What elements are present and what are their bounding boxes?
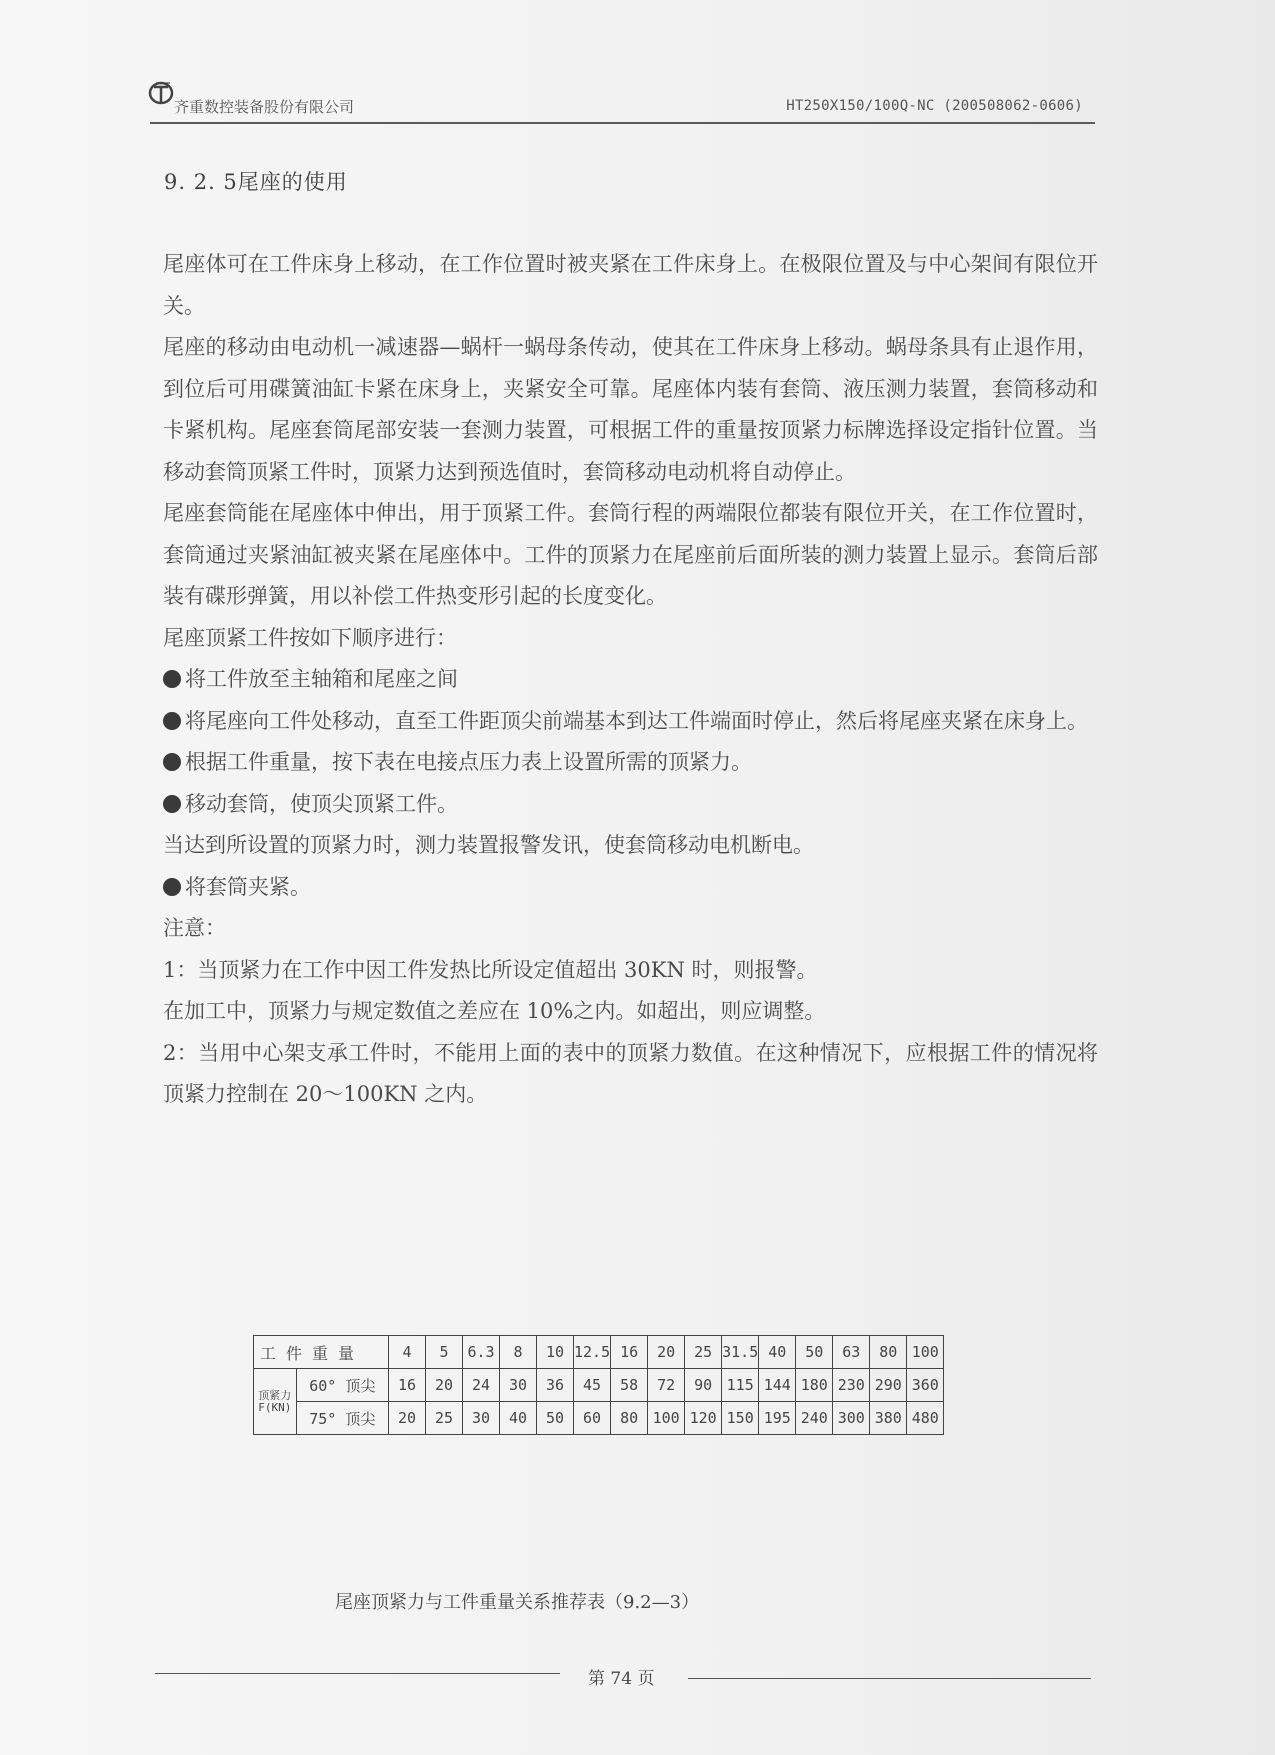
table-cell: 58 bbox=[611, 1369, 648, 1402]
table-row bbox=[254, 1402, 944, 1435]
table-cell: 100 bbox=[907, 1336, 944, 1369]
table-cell: 6.3 bbox=[463, 1336, 500, 1369]
table-cell: 90 bbox=[685, 1369, 722, 1402]
table-cell: 144 bbox=[759, 1369, 796, 1402]
bullet-item: 根据工件重量，按下表在电接点压力表上设置所需的顶紧力。 bbox=[163, 742, 1098, 784]
table-cell: 45 bbox=[574, 1369, 611, 1402]
table-cell: 20 bbox=[426, 1369, 463, 1402]
table-cell: 380 bbox=[870, 1402, 907, 1435]
body-text bbox=[163, 244, 1098, 1116]
table-cell: 25 bbox=[685, 1336, 722, 1369]
table-cell: 50 bbox=[796, 1336, 833, 1369]
table-cell: 180 bbox=[796, 1369, 833, 1402]
table-cell: 80 bbox=[611, 1402, 648, 1435]
paragraph: 尾座的移动由电动机一减速器—蜗杆一蜗母条传动，使其在工件床身上移动。蜗母条具有止退作用，到位后可用碟簧油缸卡紧在床身上，夹紧安全可靠。尾座体内装有套筒、液压测力装置，套筒移动和卡紧机构。尾座套筒尾部安装一套测力装置，可根据工件的重量按顶紧力标牌选择设定指针位置。当移动套筒顶紧工件时，顶紧力达到预选值时，套筒移动电动机将自动停止。 bbox=[163, 335, 1098, 484]
table-cell: 12.5 bbox=[574, 1336, 611, 1369]
row-label: 60° 顶尖 bbox=[296, 1369, 388, 1402]
page-number: 第 74 页 bbox=[588, 1669, 655, 1689]
table-cell: 50 bbox=[537, 1402, 574, 1435]
table-cell: 60 bbox=[574, 1402, 611, 1435]
table-cell: 20 bbox=[648, 1336, 685, 1369]
row-label: 75° 顶尖 bbox=[296, 1402, 388, 1435]
table-cell: 16 bbox=[389, 1369, 426, 1402]
table-cell: 4 bbox=[389, 1336, 426, 1369]
table-cell: 240 bbox=[796, 1402, 833, 1435]
table-cell: 24 bbox=[463, 1369, 500, 1402]
table-cell: 290 bbox=[870, 1369, 907, 1402]
bullet-item: 将套筒夹紧。 bbox=[163, 867, 1098, 909]
table-cell: 40 bbox=[500, 1402, 537, 1435]
table-cell: 5 bbox=[426, 1336, 463, 1369]
paragraph: 尾座体可在工件床身上移动，在工作位置时被夹紧在工件床身上。在极限位置及与中心架间有限位开关。 bbox=[163, 252, 1098, 318]
company-name: 齐重数控装备股份有限公司 bbox=[174, 98, 355, 116]
note-item: 1：当顶紧力在工作中因工件发热比所设定值超出 30KN 时，则报警。 bbox=[163, 957, 818, 982]
table-cell: 100 bbox=[648, 1402, 685, 1435]
bullet-item: 将工件放至主轴箱和尾座之间 bbox=[163, 659, 1098, 701]
table-cell: 25 bbox=[426, 1402, 463, 1435]
table-cell: 195 bbox=[759, 1402, 796, 1435]
data-table bbox=[253, 1335, 944, 1435]
table-cell: 16 bbox=[611, 1336, 648, 1369]
table-cell: 40 bbox=[759, 1336, 796, 1369]
footer-divider bbox=[688, 1678, 1091, 1679]
table-cell: 120 bbox=[685, 1402, 722, 1435]
paragraph: 尾座顶紧工件按如下顺序进行： bbox=[163, 625, 457, 650]
table-cell: 360 bbox=[907, 1369, 944, 1402]
note-item: 2：当用中心架支承工件时，不能用上面的表中的顶紧力数值。在这种情况下，应根据工件的情况将顶紧力控制在 20～100KN 之内。 bbox=[163, 1040, 1098, 1106]
force-label: 顶紧力F(KN) bbox=[254, 1369, 297, 1435]
table-cell: 31.5 bbox=[722, 1336, 759, 1369]
section-title: 9. 2. 5尾座的使用 bbox=[164, 170, 348, 194]
force-weight-table bbox=[253, 1335, 944, 1435]
note-heading: 注意： bbox=[163, 916, 226, 940]
table-header-label: 工件重量 bbox=[254, 1336, 389, 1369]
page-header bbox=[150, 78, 1095, 124]
bullet-item: 将尾座向工件处移动，直至工件距顶尖前端基本到达工件端面时停止，然后将尾座夹紧在床身上。 bbox=[163, 701, 1098, 743]
paragraph: 当达到所设置的顶紧力时，测力装置报警发讯，使套筒移动电机断电。 bbox=[163, 833, 814, 857]
table-cell: 10 bbox=[537, 1336, 574, 1369]
table-cell: 80 bbox=[870, 1336, 907, 1369]
table-cell: 230 bbox=[833, 1369, 870, 1402]
footer-divider bbox=[155, 1673, 560, 1674]
note-item: 在加工中，顶紧力与规定数值之差应在 10%之内。如超出，则应调整。 bbox=[163, 999, 826, 1023]
bullet-item: 移动套筒，使顶尖顶紧工件。 bbox=[163, 784, 1098, 826]
table-cell: 150 bbox=[722, 1402, 759, 1435]
table-header-row bbox=[254, 1336, 944, 1369]
table-cell: 300 bbox=[833, 1402, 870, 1435]
document-number: HT250X150/100Q-NC (200508062-0606) bbox=[786, 98, 1083, 114]
table-cell: 8 bbox=[500, 1336, 537, 1369]
table-cell: 63 bbox=[833, 1336, 870, 1369]
table-cell: 72 bbox=[648, 1369, 685, 1402]
table-cell: 30 bbox=[463, 1402, 500, 1435]
table-cell: 30 bbox=[500, 1369, 537, 1402]
table-cell: 115 bbox=[722, 1369, 759, 1402]
table-row bbox=[254, 1369, 944, 1402]
table-cell: 20 bbox=[389, 1402, 426, 1435]
paragraph: 尾座套筒能在尾座体中伸出，用于顶紧工件。套筒行程的两端限位都装有限位开关，在工作位置时，套筒通过夹紧油缸被夹紧在尾座体中。工件的顶紧力在尾座前后面所装的测力装置上显示。套筒后部装有碟形弹簧，用以补偿工件热变形引起的长度变化。 bbox=[163, 501, 1098, 608]
table-cell: 480 bbox=[907, 1402, 944, 1435]
table-cell: 36 bbox=[537, 1369, 574, 1402]
table-caption: 尾座顶紧力与工件重量关系推荐表（9.2—3） bbox=[335, 1592, 700, 1613]
